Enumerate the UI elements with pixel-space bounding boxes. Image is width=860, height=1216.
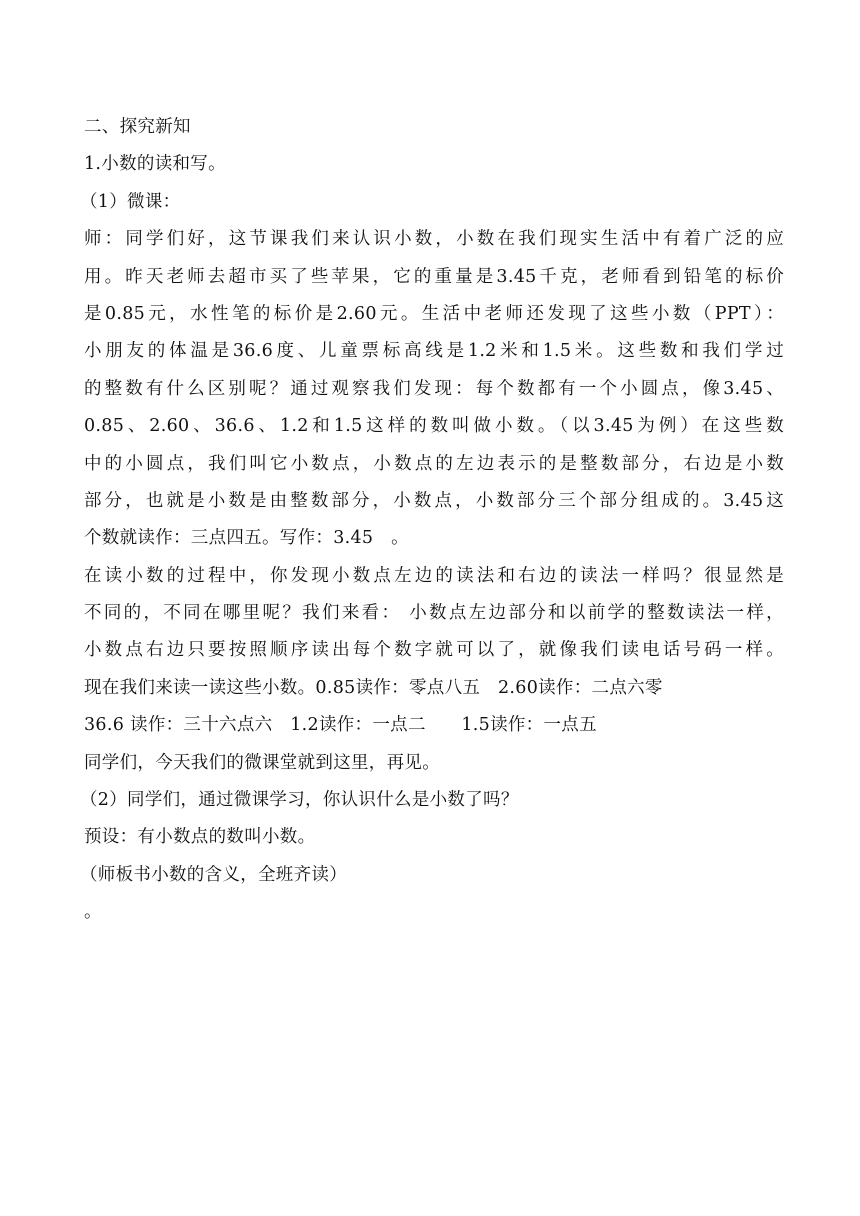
paragraph-line: 现在我们来读一读这些小数。0.85读作：零点八五 2.60读作：二点六零 bbox=[84, 677, 663, 698]
paragraph-line: 不同的，不同在哪里呢？我们来看： 小数点左边部分和以前学的整数读法一样， bbox=[84, 603, 784, 624]
paragraph-line: 同学们，今天我们的微课堂就到这里，再见。 bbox=[84, 752, 440, 773]
paragraph-line: 师：同学们好，这节课我们来认识小数，小数在我们现实生活中有着广泛的应 bbox=[84, 229, 784, 250]
paragraph-line: 是0.85元，水性笔的标价是2.60元。生活中老师还发现了这些小数（PPT）： bbox=[84, 303, 784, 324]
document-body bbox=[80, 109, 784, 932]
paragraph-line: 中的小圆点，我们叫它小数点，小数点的左边表示的是整数部分，右边是小数 bbox=[84, 453, 784, 474]
paragraph-line: 用。昨天老师去超市买了些苹果，它的重量是3.45千克，老师看到铅笔的标价 bbox=[84, 266, 784, 287]
paragraph-line: 小朋友的体温是36.6度、儿童票标高线是1.2米和1.5米。这些数和我们学过 bbox=[84, 341, 784, 362]
paragraph-line: 的整数有什么区别呢？通过观察我们发现：每个数都有一个小圆点，像3.45、 bbox=[84, 378, 784, 399]
preset-answer-line: 预设：有小数点的数叫小数。 bbox=[84, 827, 316, 848]
trailing-period: 。 bbox=[84, 902, 102, 923]
section-heading: 二、探究新知 bbox=[84, 117, 191, 137]
board-note-line: （师板书小数的含义，全班齐读） bbox=[80, 864, 347, 885]
question-line: （2）同学们，通过微课学习，你认识什么是小数了吗？ bbox=[80, 790, 519, 811]
paragraph-line: 小数点右边只要按照顺序读出每个数字就可以了，就像我们读电话号码一样。 bbox=[84, 640, 784, 661]
paragraph-line: 个数就读作：三点四五。写作：3.45 。 bbox=[84, 528, 409, 549]
paragraph-line: 在读小数的过程中，你发现小数点左边的读法和右边的读法一样吗？很显然是 bbox=[84, 565, 784, 586]
subsection-heading: 1.小数的读和写。 bbox=[84, 154, 226, 175]
paragraph-line: 部分，也就是小数是由整数部分，小数点，小数部分三个部分组成的。3.45这 bbox=[84, 490, 784, 511]
paragraph-line: 36.6 读作：三十六点六 1.2读作：一点二 1.5读作：一点五 bbox=[84, 715, 597, 736]
paragraph-line: 0.85、2.60、36.6、1.2和1.5这样的数叫做小数。（以3.45为例）在这些数 bbox=[84, 416, 784, 437]
micro-lesson-label: （1）微课： bbox=[80, 191, 181, 212]
